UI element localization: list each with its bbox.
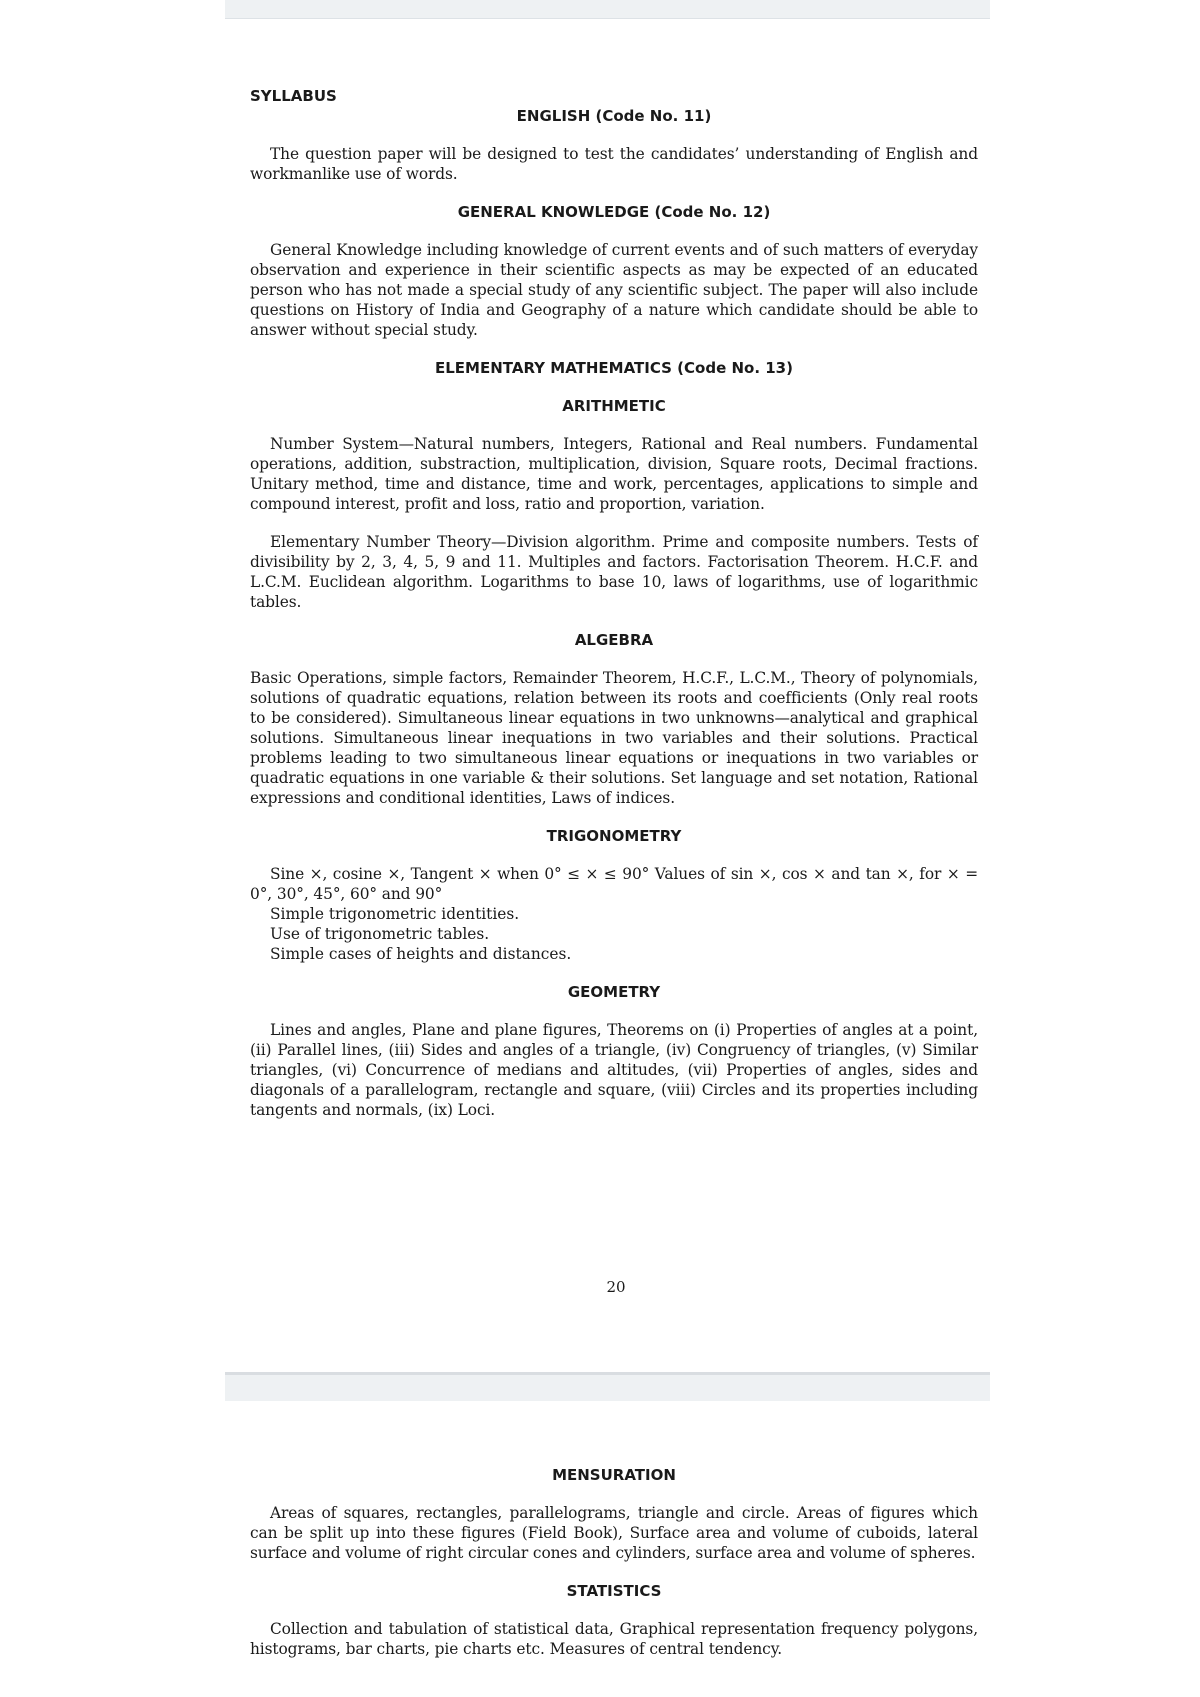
trigonometry-line-3: Use of trigonometric tables. <box>270 925 490 943</box>
geometry-heading: GEOMETRY <box>567 983 661 1001</box>
mensuration-text: Areas of squares, rectangles, parallelograms, triangle and circle. Areas of figures which can be split up into these figures (Field Book), Surface area and volume of cuboids, lateral surface and volume of right circular cones and cylinders, surface area and volume of spheres. <box>250 1504 978 1562</box>
statistics-heading: STATISTICS <box>566 1582 662 1600</box>
gk-text: General Knowledge including knowledge of current events and of such matters of everyday observation and experience in their scientific aspects as may be expected of an educated person who has not made a special study of any scientific subject. The paper will also include questions on History of India and Geography of a nature which candidate should be able to answer without special study. <box>250 241 978 339</box>
trigonometry-line-1: Sine ×, cosine ×, Tangent × when 0° ≤ × ≤ 90° Values of sin ×, cos × and tan ×, for × = 0°, 30°, 45°, 60° and 90° <box>250 865 978 903</box>
trigonometry-line-4: Simple cases of heights and distances. <box>270 945 572 963</box>
arithmetic-para-2: Elementary Number Theory—Division algorithm. Prime and composite numbers. Tests of divisibility by 2, 3, 4, 5, 9 and 11. Multiples and factors. Factorisation Theorem. H.C.F. and L.C.M. Euclidean algorithm. Logarithms to base 10, laws of logarithms, use of logarithmic tables. <box>250 533 978 611</box>
geometry-text: Lines and angles, Plane and plane figures, Theorems on (i) Properties of angles at a point, (ii) Parallel lines, (iii) Sides and angles of a triangle, (iv) Congruency of triangles, (v) Similar triangles, (vi) Concurrence of medians and altitudes, (vii) Properties of angles, sides and diagonals of a parallelogram, rectangle and square, (viii) Circles and its properties including tangents and normals, (ix) Loci. <box>250 1021 978 1119</box>
trigonometry-line-2: Simple trigonometric identities. <box>270 905 520 923</box>
statistics-text: Collection and tabulation of statistical data, Graphical representation frequency polygons, histograms, bar charts, pie charts etc. Measures of central tendency. <box>250 1620 978 1658</box>
english-heading: ENGLISH (Code No. 11) <box>516 107 712 125</box>
document-page-20 <box>250 86 978 1120</box>
page-number: 20 <box>606 1278 626 1296</box>
maths-heading: ELEMENTARY MATHEMATICS (Code No. 13) <box>435 359 793 377</box>
arithmetic-para-1: Number System—Natural numbers, Integers, Rational and Real numbers. Fundamental operations, addition, substraction, multiplication, division, Square roots, Decimal fractions. Unitary method, time and distance, time and work, percentages, applications to simple and compound interest, profit and loss, ratio and proportion, variation. <box>250 435 978 513</box>
trigonometry-heading: TRIGONOMETRY <box>546 827 682 845</box>
algebra-heading: ALGEBRA <box>574 631 654 649</box>
algebra-text: Basic Operations, simple factors, Remainder Theorem, H.C.F., L.C.M., Theory of polynomials, solutions of quadratic equations, relation between its roots and coefficients (Only real roots to be considered). Simultaneous linear equations in two unknowns—analytical and graphical solutions. Simultaneous linear inequations in two variables and their solutions. Practical problems leading to two simultaneous linear equations or inequations in two variables or quadratic equations in one variable & their solutions. Set language and set notation, Rational expressions and conditional identities, Laws of indices. <box>250 669 978 807</box>
arithmetic-heading: ARITHMETIC <box>562 397 666 415</box>
document-page-21 <box>250 1465 978 1659</box>
page-gap-top <box>225 0 990 19</box>
gk-heading: GENERAL KNOWLEDGE (Code No. 12) <box>457 203 771 221</box>
page-gap-separator <box>225 1372 990 1401</box>
syllabus-label: SYLLABUS <box>250 87 337 105</box>
mensuration-heading: MENSURATION <box>552 1466 676 1484</box>
english-text: The question paper will be designed to test the candidates’ understanding of English and workmanlike use of words. <box>250 145 978 183</box>
